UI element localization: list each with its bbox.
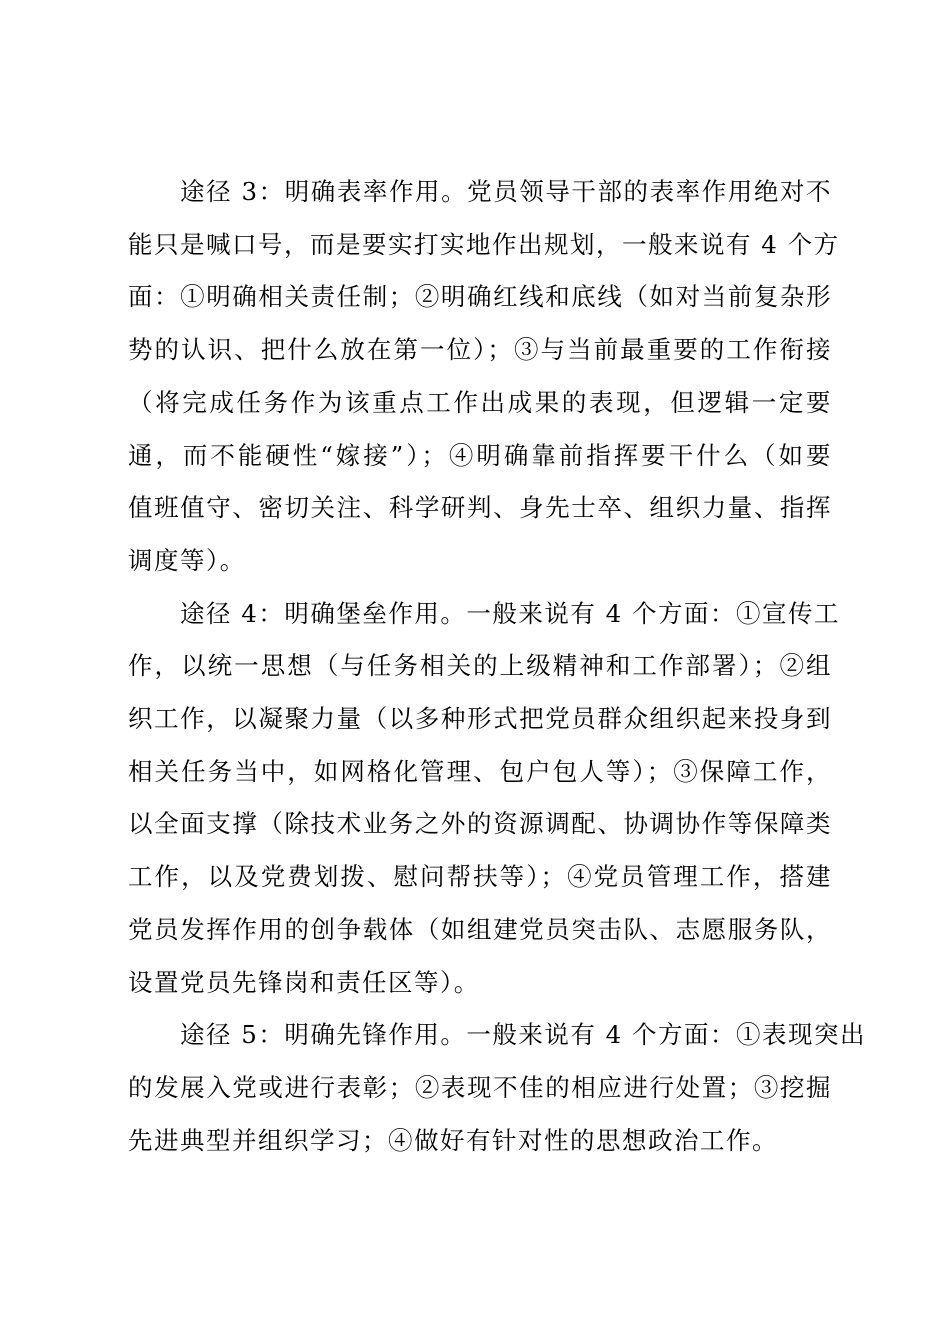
paragraph-line: 以全面支撑（除技术业务之外的资源调配、协调协作等保障类	[128, 809, 832, 839]
document-body	[128, 166, 867, 1167]
paragraph-line: 的发展入党或进行表彰；②表现不佳的相应进行处置；③挖掘	[128, 1072, 832, 1102]
paragraph-line: （将完成任务作为该重点工作出成果的表现，但逻辑一定要	[128, 387, 832, 417]
paragraph-line: 设置党员先锋岗和责任区等）。	[128, 967, 480, 997]
paragraph-path-5	[128, 1009, 867, 1167]
paragraph-line: 织工作，以凝聚力量（以多种形式把党员群众组织起来投身到	[128, 704, 832, 734]
paragraph-line: 先进典型并组织学习；④做好有针对性的思想政治工作。	[128, 1125, 778, 1155]
paragraph-line: 途径 5：明确先锋作用。一般来说有 4 个方面：①表现突出	[180, 1020, 867, 1050]
paragraph-line: 能只是喊口号，而是要实打实地作出规划，一般来说有 4 个方	[128, 229, 840, 259]
paragraph-line: 党员发挥作用的创争载体（如组建党员突击队、志愿服务队，	[128, 914, 832, 944]
paragraph-line: 途径 4：明确堡垒作用。一般来说有 4 个方面：①宣传工	[180, 598, 841, 628]
paragraph-line: 调度等）。	[128, 545, 246, 575]
paragraph-line: 作，以统一思想（与任务相关的上级精神和工作部署）；②组	[128, 651, 832, 681]
paragraph-line: 工作，以及党费划拨、慰问帮扶等）；④党员管理工作，搭建	[128, 862, 832, 892]
paragraph-line: 通，而不能硬性“嫁接”）；④明确靠前指挥要干什么（如要	[128, 440, 832, 470]
paragraph-path-4	[128, 588, 841, 1010]
paragraph-line: 相关任务当中，如网格化管理、包户包人等）；③保障工作，	[128, 756, 832, 786]
paragraph-line: 势的认识、把什么放在第一位）；③与当前最重要的工作衔接	[128, 335, 832, 365]
paragraph-line: 面：①明确相关责任制；②明确红线和底线（如对当前复杂形	[128, 282, 832, 312]
paragraph-line: 途径 3：明确表率作用。党员领导干部的表率作用绝对不	[180, 177, 832, 206]
paragraph-line: 值班值守、密切关注、科学研判、身先士卒、组织力量、指挥	[128, 493, 832, 523]
paragraph-path-3	[128, 166, 840, 588]
